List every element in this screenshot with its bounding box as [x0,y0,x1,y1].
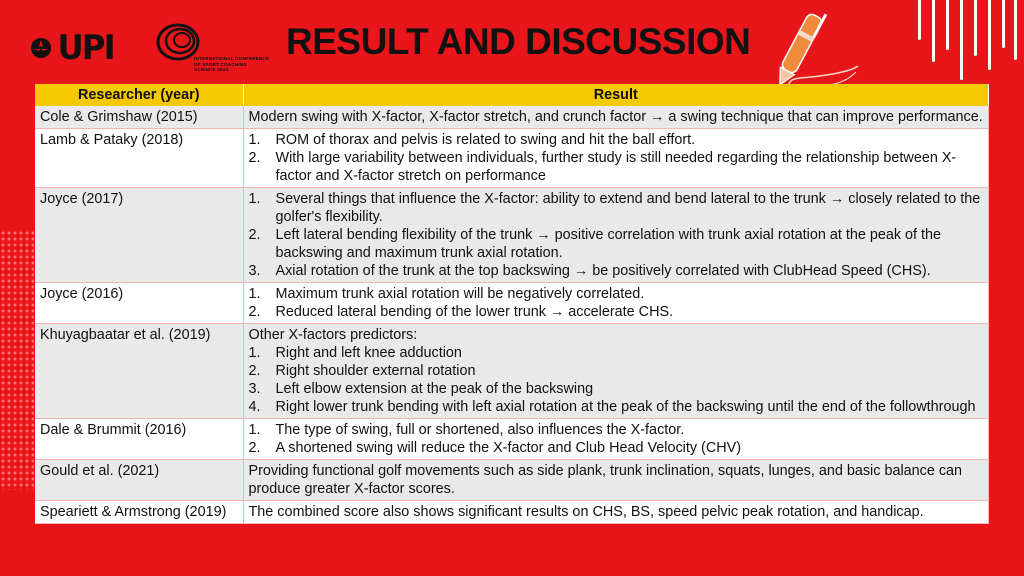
list-item: 4. Right lower trunk bending with left axial rotation at the peak of the backswing until the end of the followthrough [248,399,976,415]
list-item: 2. A shortened swing will reduce the X-factor and Club Head Velocity (CHV) [248,440,742,456]
table-row [35,188,989,283]
result-list [249,421,984,457]
list-item: 2. Reduced lateral bending of the lower trunk → accelerate CHS. [248,304,674,320]
researcher-cell: Joyce (2017) [35,188,243,283]
list-item: 1. Several things that influence the X-factor: ability to extend and bend lateral to the trunk → closely related to the golfer's flexibility. [248,191,981,225]
result-list [249,131,984,185]
list-item: 2. Left lateral bending flexibility of the trunk → positive correlation with trunk axial rotation at the peak of the backswing and maximum trunk axial rotation. [248,227,942,261]
researcher-cell: Lamb & Pataky (2018) [35,129,243,188]
upi-logo [30,28,115,68]
result-cell [243,283,989,324]
list-item: 1. The type of swing, full or shortened, also influences the X-factor. [248,422,685,438]
decorative-dots [0,230,34,490]
result-text: Modern swing with X-factor, X-factor stretch, and crunch factor → a swing technique that can improve performance. [248,109,983,125]
table-row [35,106,989,129]
table-header-row [35,84,989,106]
result-text: The combined score also shows significant results on CHS, BS, speed pelvic peak rotation, and handicap. [248,504,924,520]
researcher-cell: Cole & Grimshaw (2015) [35,106,243,129]
result-cell [243,324,989,419]
upi-logo-text: UPI [57,28,114,68]
result-text: Other X-factors predictors: [248,327,418,343]
researcher-cell: Joyce (2016) [35,283,243,324]
list-item: 1. Maximum trunk axial rotation will be negatively correlated. [248,286,645,302]
page-title: RESULT AND DISCUSSION [286,21,751,62]
list-item: 2. Right shoulder external rotation [248,363,476,379]
list-item: 3. Axial rotation of the trunk at the top backswing → be positively correlated with ClubHead Speed (CHS). [248,263,931,279]
table-row [35,283,989,324]
result-list [249,190,984,280]
researcher-cell: Gould et al. (2021) [35,460,243,501]
researcher-cell: Dale & Brummit (2016) [35,419,243,460]
slide-header [0,0,1024,84]
table-row [35,324,989,419]
conference-logo [156,22,286,78]
column-header-researcher: Researcher (year) [35,84,243,106]
researcher-cell: Speariett & Armstrong (2019) [35,501,243,524]
table-row [35,460,989,501]
result-cell [243,419,989,460]
list-item: 3. Left elbow extension at the peak of the backswing [248,381,594,397]
results-table [35,84,989,524]
conference-logo-text: INTERNATIONAL CONFERENCE OF SPORT COACHING SCIENCE 2024 [194,56,270,73]
table-row [35,501,989,524]
table-row [35,129,989,188]
column-header-result: Result [243,84,989,106]
result-cell [243,460,989,501]
list-item: 1. Right and left knee adduction [248,345,462,361]
list-item: 2. With large variability between individuals, further study is still needed regarding the relationship between X-factor and X-factor stretch on performance [248,150,957,184]
list-item: 1. ROM of thorax and pelvis is related to swing and hit the ball effort. [248,132,696,148]
result-list [249,344,984,416]
result-list [249,285,984,321]
upi-flower-icon [30,37,52,59]
result-text: Providing functional golf movements such as side plank, trunk inclination, squats, lunges, and basic balance can produce greater X-factor scores. [248,463,963,497]
result-cell [243,501,989,524]
result-cell [243,188,989,283]
result-cell [243,129,989,188]
table-row [35,419,989,460]
result-cell [243,106,989,129]
researcher-cell: Khuyagbaatar et al. (2019) [35,324,243,419]
